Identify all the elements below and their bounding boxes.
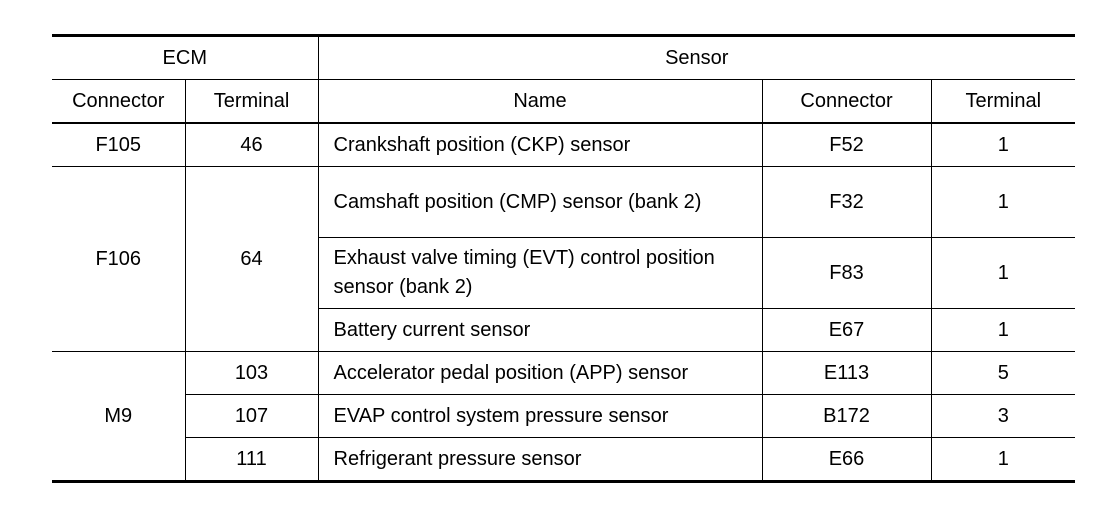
sensor-terminal-header: Terminal — [931, 80, 1075, 124]
sensor-connector-cell: F32 — [762, 167, 931, 238]
ecm-connector-cell: F106 — [52, 167, 185, 352]
sensor-terminal-cell: 1 — [931, 438, 1075, 482]
ecm-connector-cell: F105 — [52, 123, 185, 167]
sensor-connector-cell: E113 — [762, 352, 931, 395]
table-row — [52, 438, 1075, 482]
sensor-connector-header: Connector — [762, 80, 931, 124]
connector-terminal-table — [52, 34, 1075, 483]
ecm-terminal-cell: 103 — [185, 352, 318, 395]
ecm-connector-cell: M9 — [52, 352, 185, 482]
column-header-row — [52, 80, 1075, 124]
sensor-name-cell: Refrigerant pressure sensor — [318, 438, 762, 482]
group-header-row — [52, 36, 1075, 80]
ecm-terminal-cell: 46 — [185, 123, 318, 167]
sensor-name-header: Name — [318, 80, 762, 124]
sensor-name-cell: Accelerator pedal position (APP) sensor — [318, 352, 762, 395]
sensor-connector-cell: E67 — [762, 309, 931, 352]
sensor-terminal-cell: 1 — [931, 238, 1075, 309]
sensor-terminal-cell: 3 — [931, 395, 1075, 438]
table-row — [52, 352, 1075, 395]
sensor-connector-cell: E66 — [762, 438, 931, 482]
sensor-terminal-cell: 1 — [931, 309, 1075, 352]
ecm-terminal-cell: 107 — [185, 395, 318, 438]
sensor-name-cell: Crankshaft position (CKP) sensor — [318, 123, 762, 167]
ecm-terminal-cell: 64 — [185, 167, 318, 352]
table-row — [52, 395, 1075, 438]
table-row — [52, 167, 1075, 238]
ecm-connector-header: Connector — [52, 80, 185, 124]
ecm-group-header: ECM — [52, 36, 318, 80]
ecm-terminal-header: Terminal — [185, 80, 318, 124]
sensor-name-cell: Camshaft position (CMP) sensor (bank 2) — [318, 167, 762, 238]
sensor-connector-cell: B172 — [762, 395, 931, 438]
sensor-group-header: Sensor — [318, 36, 1075, 80]
sensor-connector-cell: F83 — [762, 238, 931, 309]
sensor-connector-cell: F52 — [762, 123, 931, 167]
sensor-terminal-cell: 5 — [931, 352, 1075, 395]
sensor-terminal-cell: 1 — [931, 167, 1075, 238]
sensor-name-cell: EVAP control system pressure sensor — [318, 395, 762, 438]
ecm-terminal-cell: 111 — [185, 438, 318, 482]
table-row — [52, 123, 1075, 167]
sensor-name-cell: Battery current sensor — [318, 309, 762, 352]
sensor-terminal-cell: 1 — [931, 123, 1075, 167]
sensor-name-cell: Exhaust valve timing (EVT) control position sensor (bank 2) — [318, 238, 762, 309]
